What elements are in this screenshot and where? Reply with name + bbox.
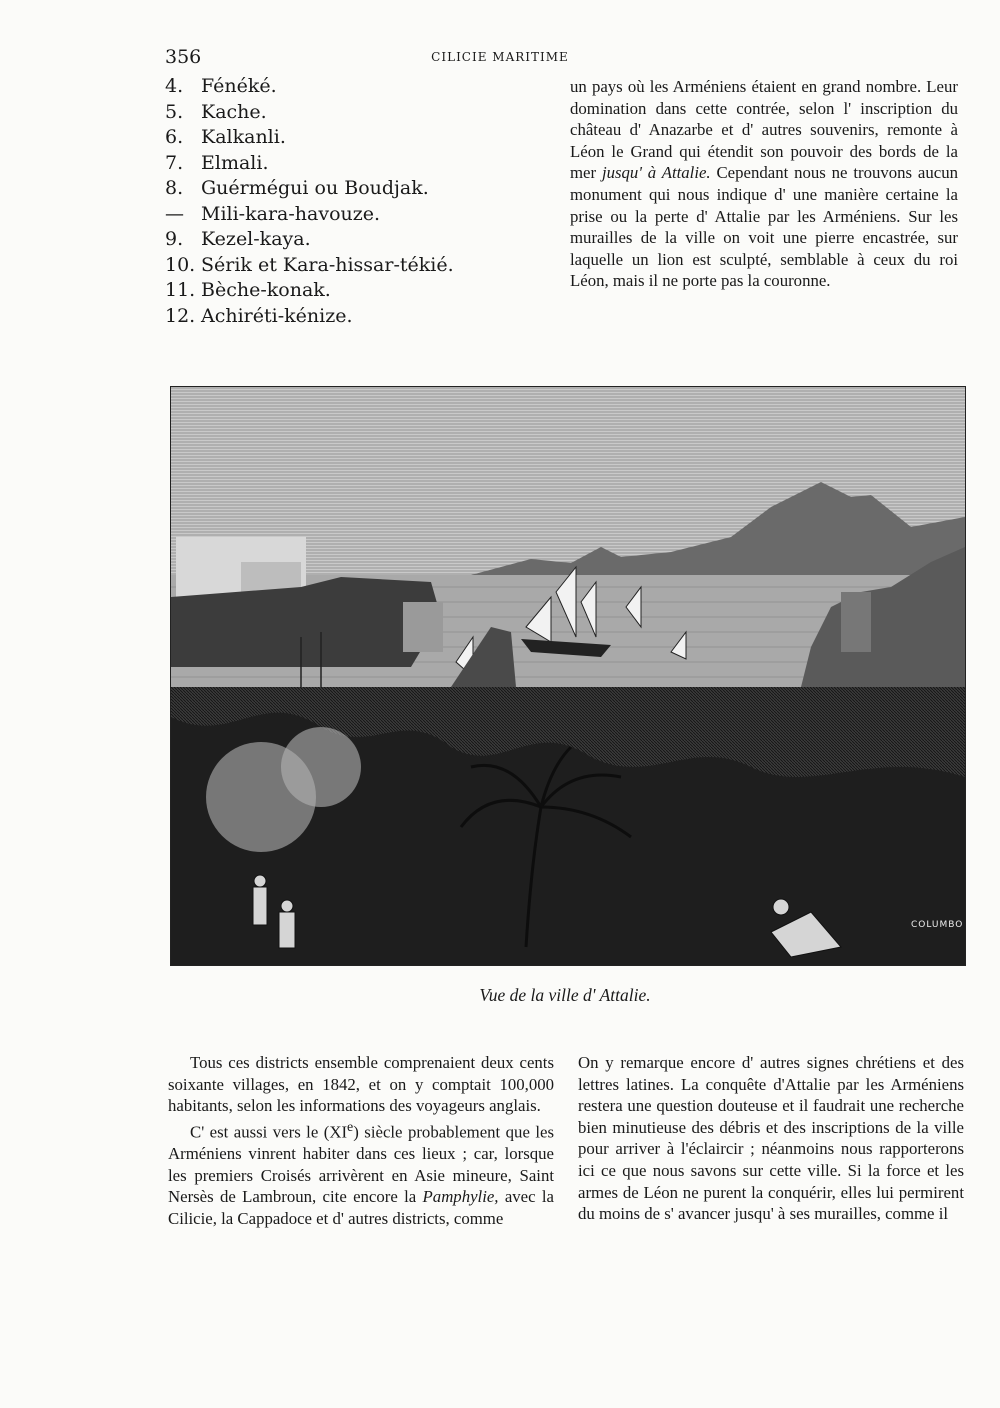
- district-list: [165, 74, 495, 329]
- engraving-view-of-attalie: [170, 386, 966, 966]
- list-item: 9. Kezel-kaya.: [165, 228, 311, 250]
- list-item: 4. Fénéké.: [165, 75, 277, 97]
- right-column: On y remarque encore d' autres signes chrétiens et des lettres latines. La conquête d'Attalie par les Arméniens restera une question douteuse et il faudrait une recherche bien minutieuse des débris et des inscriptions de la ville pour arriver à l'éclaircir ; néanmoins nous rapporterons ici ce que nous savons sur cette ville. Si la force et les armes de Léon ne purent la conquérir, elles lui permirent du moins de s' avancer jusqu' à ses murailles, comme il: [578, 1053, 964, 1224]
- page-number: 356: [165, 46, 202, 68]
- figure-caption: Vue de la ville d' Attalie.: [479, 985, 651, 1005]
- running-title: CILICIE MARITIME: [431, 50, 569, 64]
- list-item: 6. Kalkanli.: [165, 126, 286, 148]
- list-item: 5. Kache.: [165, 100, 267, 123]
- left-column: Tous ces districts ensemble comprenaient deux cents soixante villages, en 1842, et on y comptait 100,000 habitants, selon les informations des voyageurs anglais. C' est aussi vers le (XIe) siècle probablement que les Arméniens vinrent habiter dans ces lieux ; car, lorsque les premiers Croisés arrivèrent en Asie mineure, Saint Nersès de Lambroun, cite encore la Pamphylie, avec la Cilicie, la Cappadoce et d' autres districts, comme: [168, 1053, 554, 1228]
- top-paragraph: un pays où les Arméniens étaient en grand nombre. Leur domination dans cette contrée, selon l' inscription du château d' Anazarbe et d' autres souvenirs, remonte à Léon le Grand qui étendit son pouvoir des bords de la mer jusqu' à Attalie. Cependant nous ne trouvons aucun monument qui nous indique d' une manière certaine la prise ou la perte d' Attalie par les Arméniens. Sur les murailles de la ville on voit une pierre encastrée, sur laquelle un lion est sculpté, semblable à ceux du roi Léon, mais il ne porte pas la couronne.: [570, 77, 958, 291]
- list-item: 8. Guérmégui ou Boudjak.: [165, 177, 429, 199]
- list-item: — Mili-kara-havouze.: [165, 202, 381, 225]
- engraver-signature: COLUMBO: [911, 920, 964, 930]
- list-item: 10. Sérik et Kara-hissar-tékié.: [165, 253, 454, 276]
- list-item: 12. Achiréti-kénize.: [165, 304, 353, 327]
- list-item: 7. Elmali.: [165, 151, 269, 174]
- list-item: 11. Bèche-konak.: [165, 279, 331, 301]
